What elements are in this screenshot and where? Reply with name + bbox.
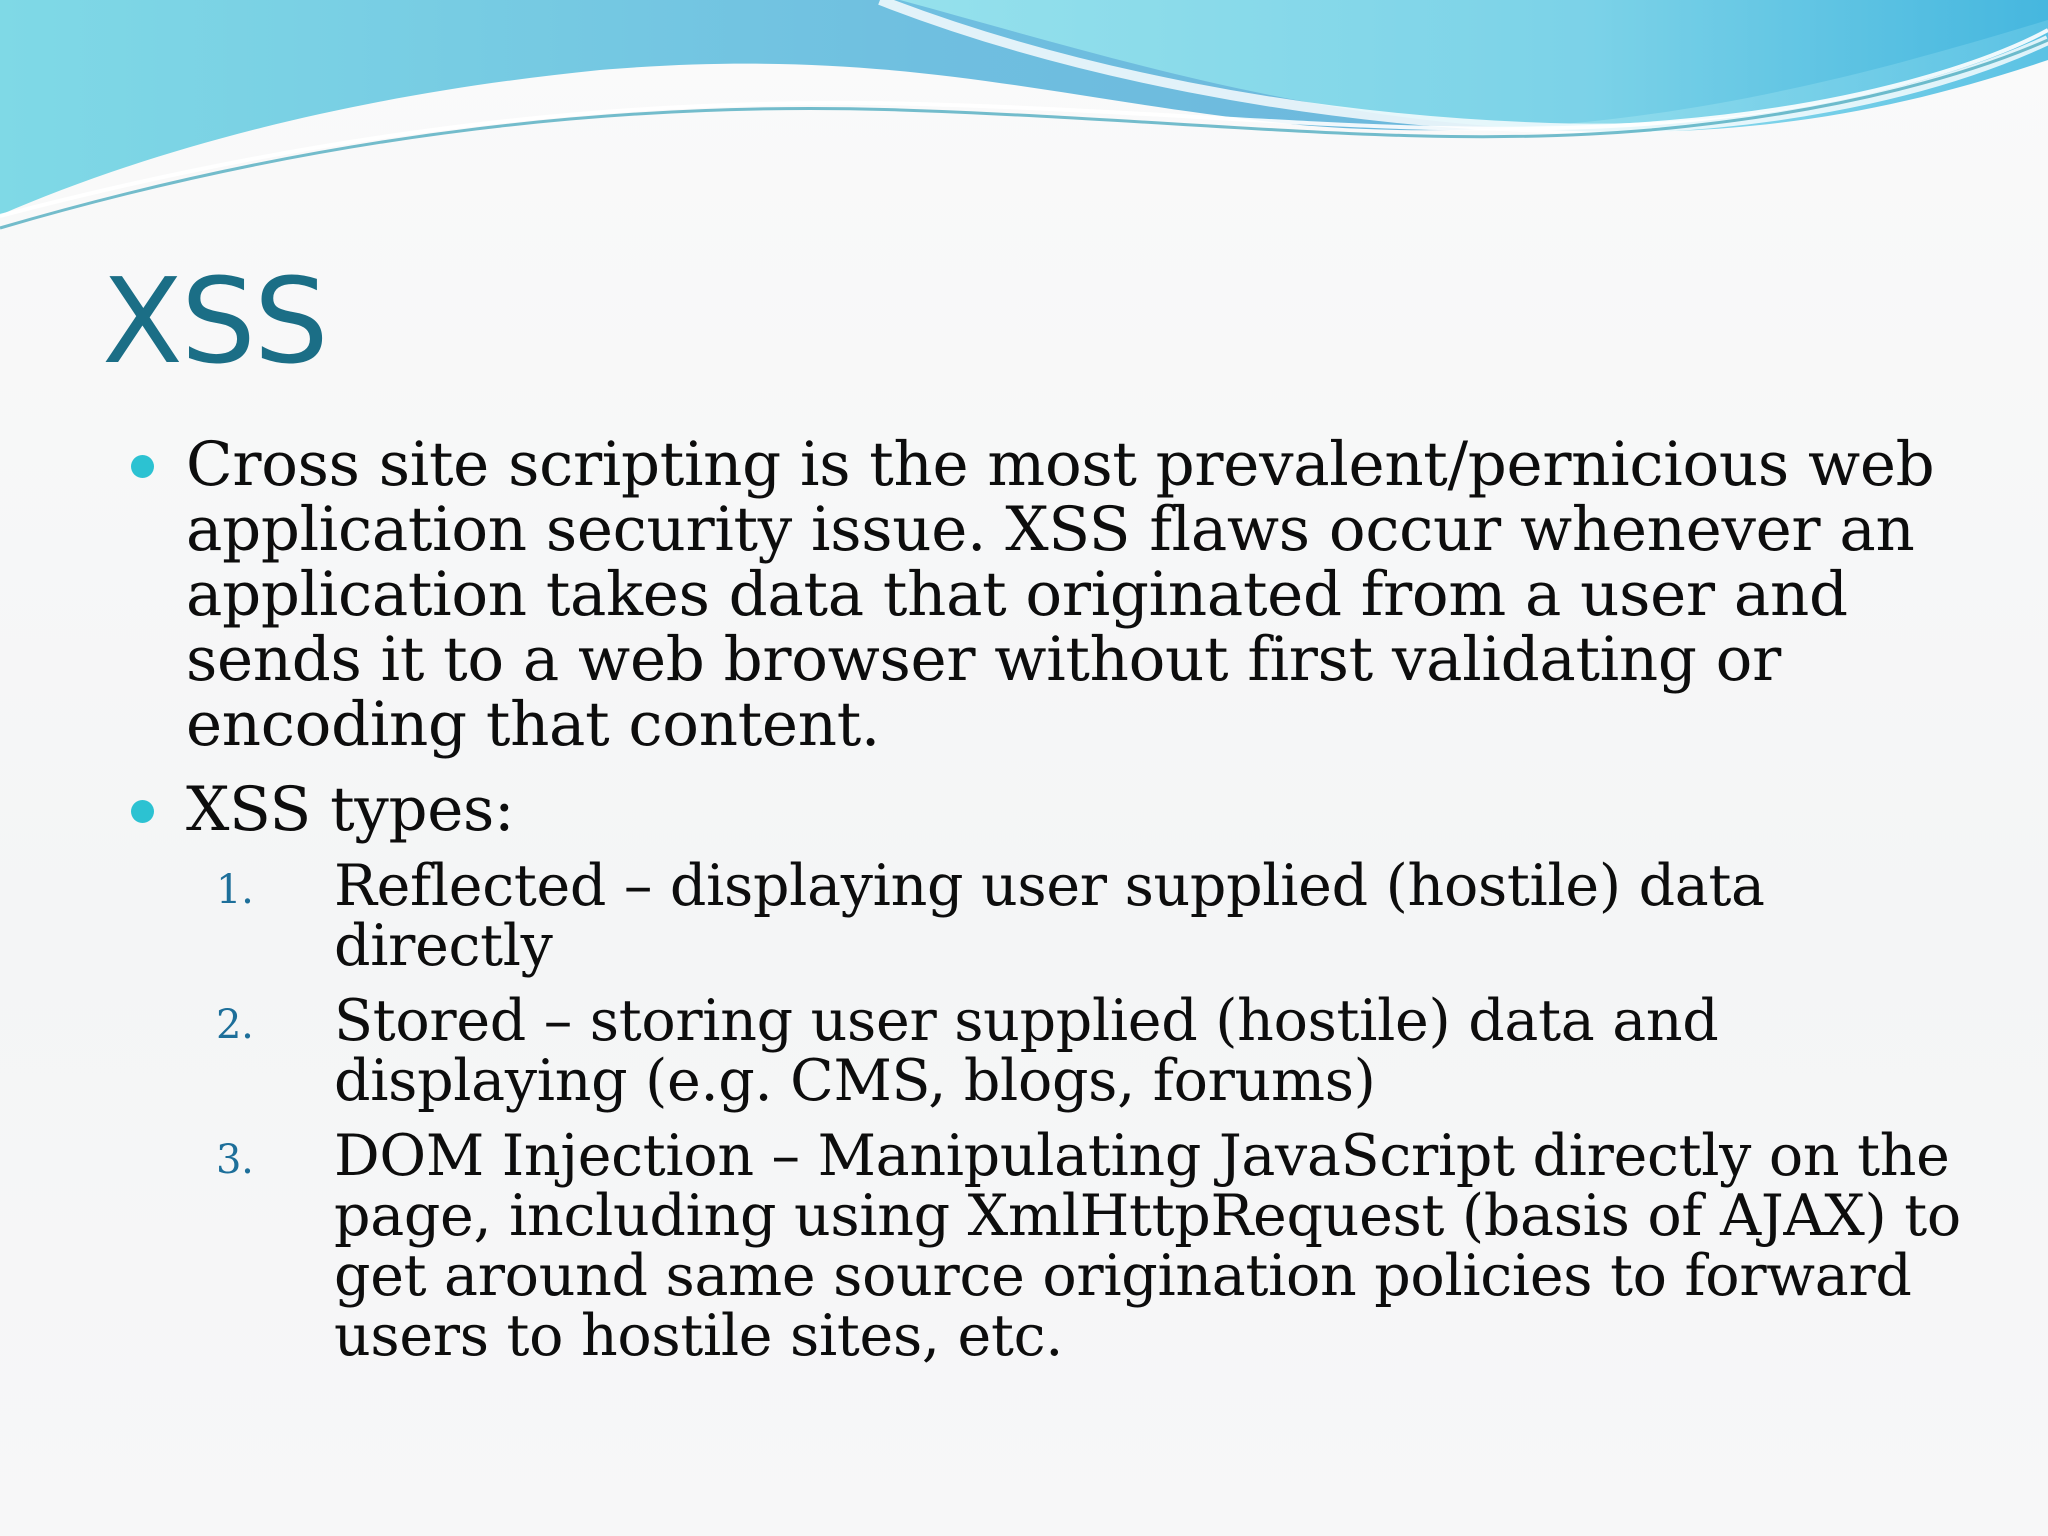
slide-content <box>122 429 1982 1369</box>
xss-types-list <box>122 853 1982 1369</box>
bullet-dot-icon <box>131 455 154 478</box>
list-item-dom-injection <box>216 1123 1982 1369</box>
bullet-dot-icon <box>131 800 154 823</box>
list-item-text: Reflected – displaying user supplied (hostile) data directly <box>334 853 1765 979</box>
list-item-reflected <box>216 853 1982 979</box>
list-item-text: Stored – storing user supplied (hostile) data and displaying (e.g. CMS, blogs, forums) <box>334 988 1719 1114</box>
bullet-text: XSS types: <box>186 774 515 845</box>
list-item-text: DOM Injection – Manipulating JavaScript directly on the page, including using XmlHttpRequest (basis of AJAX) to get around same source origination policies to forward users to hostile sites, etc. <box>334 1123 1961 1369</box>
slide-title: XSS <box>102 252 327 390</box>
list-number: 1. <box>216 867 254 913</box>
list-item-stored <box>216 988 1982 1114</box>
bullet-text: Cross site scripting is the most prevalent/pernicious web application security issue. XSS flaws occur whenever an application takes data that originated from a user and sends it to a web browser without first validating or encoding that content. <box>186 429 1935 760</box>
wave-header-decoration <box>0 0 2048 260</box>
list-number: 3. <box>216 1137 254 1183</box>
list-number: 2. <box>216 1002 254 1048</box>
bullet-item-definition <box>122 429 1982 760</box>
bullet-item-types <box>122 774 1982 845</box>
